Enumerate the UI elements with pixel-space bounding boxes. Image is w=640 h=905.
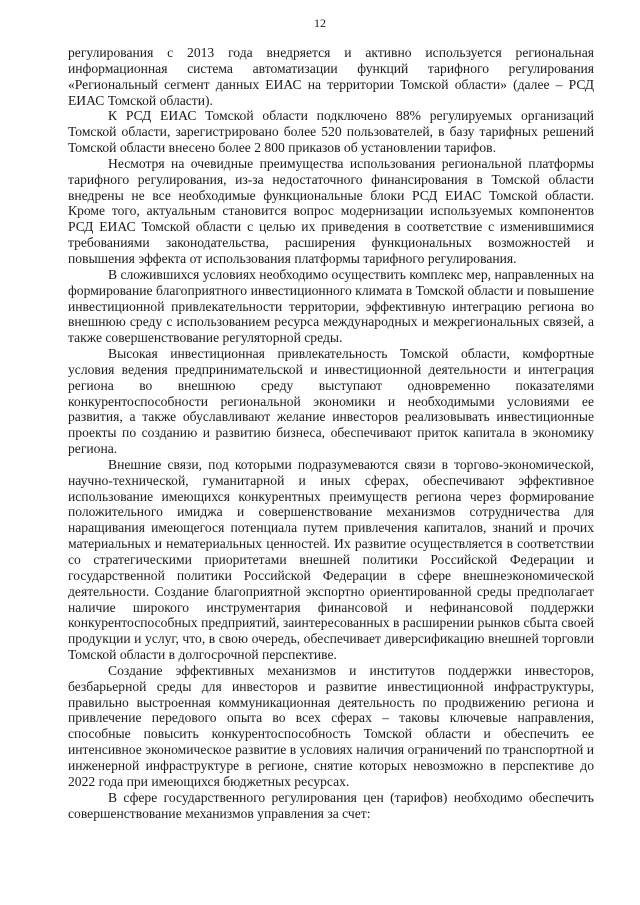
paragraph: Несмотря на очевидные преимущества использования региональной платформы тарифного регулирования, из-за недостаточного финансирования в Томской области внедрены не все необходимые функциональные блоки РСД ЕИАС Томской области. Кроме того, актуальным становится вопрос модернизации используемых компонентов РСД ЕИАС Томской области с целью их приведения в соответствие с изменившимися требованиями законодательства, расширения функциональных возможностей и повышения эффекта от использования платформы тарифного регулирования. (68, 155, 594, 266)
document-body (68, 45, 594, 821)
paragraph: В сложившихся условиях необходимо осуществить комплекс мер, направленных на формирование благоприятного инвестиционного климата в Томской области и повышение инвестиционной привлекательности территории, эффективную интеграцию региона во внешнюю среду с использованием ресурса международных и межрегиональных связей, а также совершенствование регуляторной среды. (68, 266, 594, 346)
paragraph: К РСД ЕИАС Томской области подключено 88% регулируемых организаций Томской области, зарегистрировано более 520 пользователей, в базу тарифных решений Томской области внесено более 2 800 приказов об установлении тарифов. (68, 108, 594, 156)
paragraph: Внешние связи, под которыми подразумеваются связи в торгово-экономической, научно-технической, гуманитарной и иных сферах, обеспечивают эффективное использование имеющихся конкурентных преимуществ региона через формирование положительного имиджа и совершенствование механизмов сотрудничества для наращивания имеющегося потенциала путем привлечения капиталов, знаний и прочих материальных и нематериальных ценностей. Их развитие осуществляется в соответствии со стратегическими приоритетами внешней политики Российской Федерации и государственной политики Российской Федерации в сфере внешнеэкономической деятельности. Создание благоприятной экспортно ориентированной среды предполагает наличие широкого инструментария финансовой и нефинансовой поддержки конкурентоспособных предприятий, заинтересованных в расширении рынков сбыта своей продукции и услуг, что, в свою очередь, обеспечивает диверсификацию внешней торговли Томской области в долгосрочной перспективе. (68, 456, 594, 663)
paragraph: Высокая инвестиционная привлекательность Томской области, комфортные условия ведения предпринимательской и инвестиционной деятельности и интеграция региона во внешнюю среду выступают одновременно показателями конкурентоспособности региональной экономики и необходимыми условиями ее развития, а также обуславливают желание инвесторов реализовывать инвестиционные проекты по созданию и развитию бизнеса, обеспечивают приток капитала в экономику региона. (68, 346, 594, 457)
paragraph-continued: регулирования с 2013 года внедряется и активно используется региональная информационная система автоматизации функций тарифного регулирования «Региональный сегмент данных ЕИАС на территории Томской области» (далее – РСД ЕИАС Томской области). (68, 45, 594, 108)
paragraph: В сфере государственного регулирования цен (тарифов) необходимо обеспечить совершенствование механизмов управления за счет: (68, 789, 594, 821)
paragraph: Создание эффективных механизмов и институтов поддержки инвесторов, безбарьерной среды для инвесторов и развитие инвестиционной инфраструктуры, правильно выстроенная коммуникационная деятельность по продвижению региона и привлечение передового опыта во всех сферах – таковы ключевые направления, способные повысить конкурентоспособность Томской области и обеспечить ее интенсивное экономическое развитие в условиях наличия ограничений по транспортной и инженерной инфраструктуре в регионе, снятие которых невозможно в перспективе до 2022 года при имеющихся бюджетных ресурсах. (68, 662, 594, 789)
page-number: 12 (314, 16, 326, 30)
